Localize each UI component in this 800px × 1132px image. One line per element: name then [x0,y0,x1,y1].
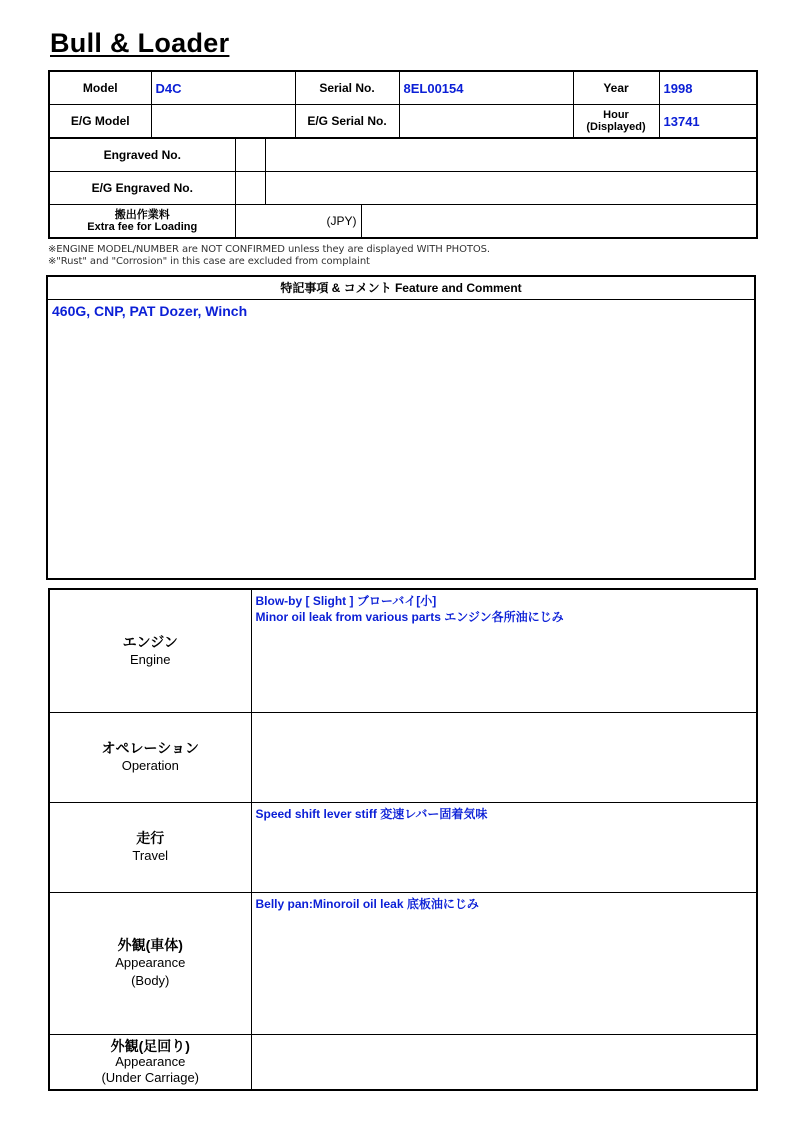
appearance-body-label-en1: Appearance [115,955,186,970]
travel-comment: Speed shift lever stiff 変速レバー固着気味 [255,806,488,821]
operation-comments [251,712,757,802]
engine-comment: Minor oil leak from various parts エンジン各所油にじみ [255,610,564,624]
appearance-uc-label-en1: Appearance [115,1053,186,1069]
engraved-value [265,139,757,172]
travel-label-en: Travel [132,848,169,863]
model-value: D4C [151,71,295,105]
fee-label-en: Extra fee for Loading [87,221,198,233]
appearance-uc-label-ja: 外観(足回り) [110,1037,190,1054]
travel-category [49,802,251,892]
hour-label-line1: Hour [603,109,629,121]
appearance-body-label-ja: 外観(車体) [117,937,183,953]
operation-category [49,712,251,802]
feature-header: 特記事項 & コメント Feature and Comment [48,277,754,300]
travel-comments [251,802,757,892]
fee-value [361,205,757,239]
eg-serial-label: E/G Serial No. [295,105,399,139]
operation-label-ja: オペレーション [101,740,199,756]
serial-label: Serial No. [295,71,399,105]
operation-label-en: Operation [121,758,179,773]
eg-engraved-value [265,172,757,205]
engraved-check-cell [235,139,265,172]
note-engine: ※ENGINE MODEL/NUMBER are NOT CONFIRMED unless they are displayed WITH PHOTOS. [48,244,490,255]
engine-comment: Blow-by [ Slight ] ブローバイ[小] [255,594,437,608]
model-label: Model [49,71,151,105]
hour-label [573,105,659,139]
eg-serial-value [399,105,573,139]
appearance-uc-label-en2: (Under Carriage) [101,1069,200,1085]
note-rust: ※"Rust" and "Corrosion" in this case are excluded from complaint [48,255,370,267]
eg-engraved-check-cell [235,172,265,205]
eg-model-label: E/G Model [49,105,151,139]
inspection-table [48,588,758,1091]
machine-info-table [48,70,758,139]
appearance-uc-category [49,1034,251,1090]
appearance-body-comment: Belly pan:Minoroil oil leak 底板油にじみ [255,896,479,911]
page-title: Bull & Loader [50,28,230,58]
hour-value: 13741 [659,105,757,139]
engraved-table [48,138,758,239]
appearance-uc-comments [251,1034,757,1090]
engine-category [49,589,251,712]
appearance-body-category [49,892,251,1034]
year-value: 1998 [659,71,757,105]
engine-label-ja: エンジン [122,633,178,650]
eg-engraved-label: E/G Engraved No. [49,172,235,205]
feature-text: 460G, CNP, PAT Dozer, Winch [52,303,248,319]
hour-label-line2: (Displayed) [586,121,646,133]
fee-label [49,205,235,239]
engine-label-en: Engine [130,651,171,667]
appearance-body-comments [251,892,757,1034]
feature-box [46,275,756,580]
travel-label-ja: 走行 [136,830,165,846]
engraved-label: Engraved No. [49,139,235,172]
appearance-body-label-en2: (Body) [131,973,170,988]
engine-comments [251,589,757,712]
serial-value: 8EL00154 [399,71,573,105]
eg-model-value [151,105,295,139]
year-label: Year [573,71,659,105]
fee-unit: (JPY) [235,205,361,239]
disclaimer-notes [48,244,490,267]
fee-label-ja: 搬出作業料 [114,209,170,221]
